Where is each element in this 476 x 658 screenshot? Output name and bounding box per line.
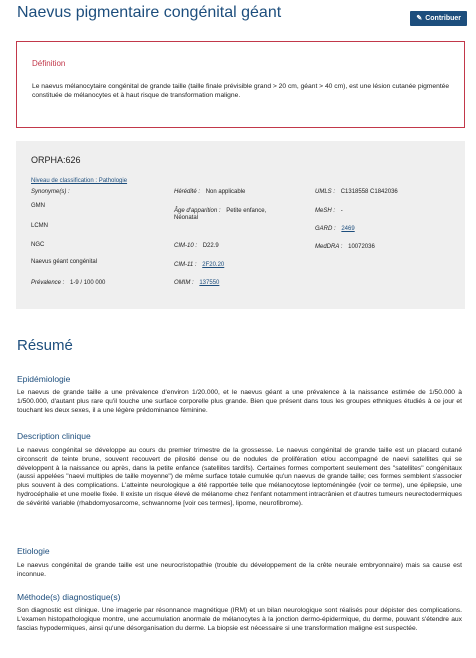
section-title-etiologie: Etiologie bbox=[17, 546, 50, 556]
heredity-value: Non applicable bbox=[205, 189, 246, 195]
synonyms-label: Synonyme(s) : bbox=[31, 189, 70, 195]
cim11-link[interactable]: 2F20.20 bbox=[202, 262, 225, 268]
heredity-label: Hérédité : bbox=[174, 189, 201, 195]
pencil-icon: ✎ bbox=[416, 15, 423, 22]
gard-label: GARD : bbox=[315, 226, 336, 232]
umls-label: UMLS : bbox=[315, 189, 336, 195]
omim-label: OMIM : bbox=[174, 280, 194, 286]
onset-label: Âge d'apparition : bbox=[174, 208, 221, 214]
section-title-epidemiologie: Epidémiologie bbox=[17, 374, 71, 384]
synonym-item: GMN bbox=[31, 203, 45, 209]
definition-box bbox=[16, 41, 465, 128]
section-text-description-clinique: Le naevus congénital se développe au cours du premier trimestre de la grossesse. Le naevus congénital de grande taille est un placard cutané circonscrit de teinte brune, souvent recouvert de pilosité dense ou de nodules de prolifération et/ou accompagné de naevi satellites qui se développent à la naissance ou après, dans la petite enfance (satellites tardifs). Certaines formes comportent seulement des "satellites" congénitaux (aussi appelées "naevi multiples de taille moyenne") de même surface totale cumulée qu'un naevus de grande taille; ces formes semblent s'associer plus souvent à des complications. L'atteinte neurologique a été rapportée telle que mélanocytose leptoméningée (voir ce terme), une épilepsie, une hydrocéphalie et une moelle fixée. Il existe un risque élevé de mélanome chez l'enfant notamment intracrânien et d'autres tumeurs neurectodermiques de sévérité variable (rhabdomyosarcome, schwannome [voir ces termes], lipome, neurofibrome). bbox=[17, 447, 462, 507]
cim10-label: CIM-10 : bbox=[174, 243, 198, 249]
meddra-label: MedDRA : bbox=[315, 244, 343, 250]
umls-value: C1318558 C1842036 bbox=[340, 189, 398, 195]
mesh-label: MeSH : bbox=[315, 208, 336, 214]
meddra-row bbox=[315, 244, 375, 250]
mesh-value: - bbox=[340, 208, 343, 214]
contribute-label: Contribuer bbox=[425, 15, 461, 22]
section-title-methodes-diagnostiques: Méthode(s) diagnostique(s) bbox=[17, 592, 121, 602]
definition-text: Le naevus mélanocytaire congénital de grande taille (taille finale prévisible grand > 20 cm, géant > 40 cm), est une lésion cutanée pigmentée constituée de mélanocytes et à haut risque de transformation maligne. bbox=[32, 83, 450, 99]
resume-title: Résumé bbox=[17, 337, 73, 354]
omim-link[interactable]: 137550 bbox=[199, 280, 220, 286]
cim10-row bbox=[174, 243, 219, 249]
classification-link[interactable]: Niveau de classification : Pathologie bbox=[31, 178, 128, 184]
synonym-item: LCMN bbox=[31, 223, 49, 229]
orpha-code: ORPHA:626 bbox=[31, 155, 81, 165]
onset-value: Petite enfance, bbox=[226, 208, 267, 214]
prevalence-value: 1-9 / 100 000 bbox=[70, 280, 106, 286]
synonym-item: NGC bbox=[31, 242, 45, 248]
prevalence-label: Prévalence : bbox=[31, 280, 65, 286]
umls-row bbox=[315, 189, 398, 195]
contribute-button[interactable] bbox=[410, 11, 467, 26]
cim10-value: D22.9 bbox=[202, 243, 219, 249]
section-text-etiologie: Le naevus congénital de grande taille est une neurocristopathie (trouble du développement de la crête neurale embryonnaire) mais sa cause est inconnue. bbox=[17, 562, 462, 578]
onset-value-2: Néonatal bbox=[174, 215, 199, 221]
prevalence-row bbox=[31, 280, 105, 286]
synonym-item: Naevus géant congénital bbox=[31, 259, 98, 265]
page-header bbox=[17, 4, 467, 28]
section-title-description-clinique: Description clinique bbox=[17, 431, 91, 441]
gard-link[interactable]: 2469 bbox=[341, 226, 355, 232]
gard-row bbox=[315, 226, 355, 232]
cim11-label: CIM-11 : bbox=[174, 262, 197, 268]
section-text-epidemiologie: Le naevus de grande taille a une prévalence d'environ 1/20.000, et le naevus géant a une prévalence à la naissance estimée de 1/50.000 à 1/500.000, d'autant plus rare qu'il touche une surface corporelle plus grande. Bien que présent dans tous les groupes ethniques étudiés à ce jour et touchant les deux sexes, il a une légère prédominance féminine. bbox=[17, 389, 462, 414]
page-title: Naevus pigmentaire congénital géant bbox=[17, 4, 282, 21]
mesh-row bbox=[315, 208, 343, 214]
onset-row bbox=[174, 208, 266, 214]
omim-row bbox=[174, 280, 219, 286]
meddra-value: 10072036 bbox=[348, 244, 375, 250]
definition-title: Définition bbox=[32, 59, 66, 68]
info-box bbox=[16, 141, 465, 309]
section-text-methodes-diagnostiques: Son diagnostic est clinique. Une imagerie par résonnance magnétique (IRM) et un bilan neurologique sont réalisés pour dépister des complications. L'examen histopathologique montre, une accumulation anormale de mélanocytes à la jonction dermo-épidermique, du derme, pouvant s'étendre aux fascias hypodermiques, ainsi qu'une désorganisation du derme. La biopsie est nécessaire si une transformation maligne est suspectée. bbox=[17, 607, 462, 632]
heredity-row bbox=[174, 189, 245, 195]
cim11-row bbox=[174, 262, 224, 268]
